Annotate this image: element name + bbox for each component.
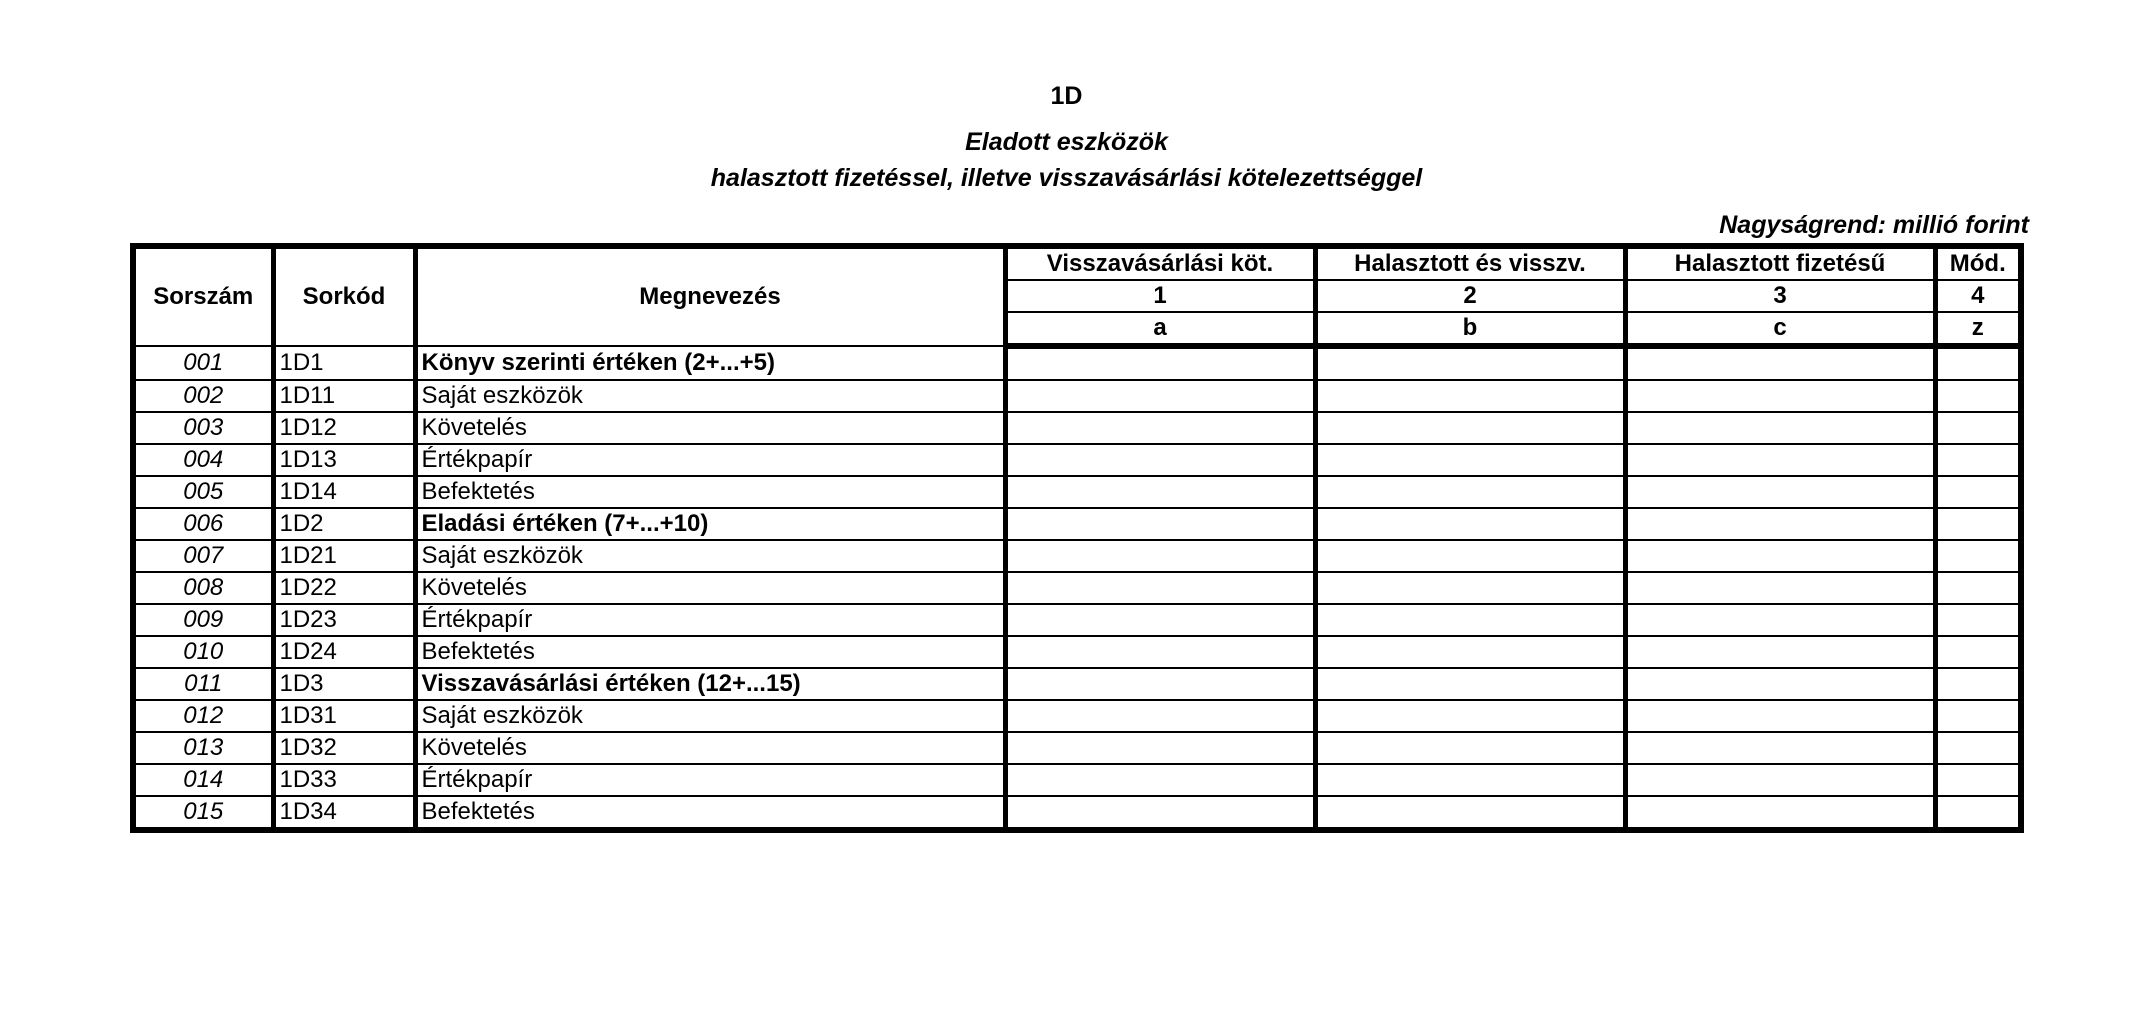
- cell-sorszam: 002: [133, 380, 273, 412]
- cell-col2-input[interactable]: [1315, 764, 1625, 796]
- cell-sorkod: 1D13: [273, 444, 415, 476]
- cell-col1-input[interactable]: [1005, 764, 1315, 796]
- cell-col2-input[interactable]: [1315, 668, 1625, 700]
- cell-col1-input[interactable]: [1005, 668, 1315, 700]
- cell-col2-input[interactable]: [1315, 636, 1625, 668]
- table-row: [133, 732, 2021, 764]
- cell-sorszam: 008: [133, 572, 273, 604]
- cell-col1-input[interactable]: [1005, 476, 1315, 508]
- cell-megnevezes: Értékpapír: [415, 604, 1005, 636]
- cell-sorszam: 013: [133, 732, 273, 764]
- cell-col2-input[interactable]: [1315, 796, 1625, 830]
- header-sorszam: Sorszám: [133, 246, 273, 346]
- cell-sorszam: 004: [133, 444, 273, 476]
- cell-sorszam: 007: [133, 540, 273, 572]
- cell-col3-input[interactable]: [1625, 572, 1935, 604]
- cell-megnevezes: Követelés: [415, 572, 1005, 604]
- cell-col3-input[interactable]: [1625, 346, 1935, 380]
- cell-sorszam: 001: [133, 346, 273, 380]
- cell-megnevezes: Visszavásárlási értéken (12+...15): [415, 668, 1005, 700]
- table-row: [133, 796, 2021, 830]
- cell-col4-input[interactable]: [1935, 732, 2021, 764]
- cell-sorszam: 005: [133, 476, 273, 508]
- cell-sorszam: 011: [133, 668, 273, 700]
- header-megnevezes: Megnevezés: [415, 246, 1005, 346]
- cell-sorszam: 003: [133, 412, 273, 444]
- cell-megnevezes: Saját eszközök: [415, 700, 1005, 732]
- cell-sorkod: 1D3: [273, 668, 415, 700]
- cell-col3-input[interactable]: [1625, 380, 1935, 412]
- cell-sorkod: 1D2: [273, 508, 415, 540]
- cell-col3-input[interactable]: [1625, 764, 1935, 796]
- table-row: [133, 604, 2021, 636]
- cell-col4-input[interactable]: [1935, 540, 2021, 572]
- cell-col2-input[interactable]: [1315, 540, 1625, 572]
- cell-col1-input[interactable]: [1005, 380, 1315, 412]
- cell-col2-input[interactable]: [1315, 700, 1625, 732]
- cell-sorkod: 1D12: [273, 412, 415, 444]
- cell-sorkod: 1D23: [273, 604, 415, 636]
- table-row: [133, 668, 2021, 700]
- cell-col2-input[interactable]: [1315, 508, 1625, 540]
- cell-col4-input[interactable]: [1935, 444, 2021, 476]
- cell-megnevezes: Követelés: [415, 412, 1005, 444]
- cell-col1-input[interactable]: [1005, 700, 1315, 732]
- cell-col1-input[interactable]: [1005, 540, 1315, 572]
- cell-megnevezes: Követelés: [415, 732, 1005, 764]
- header-col2-letter: b: [1315, 312, 1625, 346]
- cell-megnevezes: Könyv szerinti értéken (2+...+5): [415, 346, 1005, 380]
- table-row: [133, 346, 2021, 380]
- header-col1-num: 1: [1005, 280, 1315, 312]
- table-row: [133, 412, 2021, 444]
- cell-col3-input[interactable]: [1625, 444, 1935, 476]
- cell-megnevezes: Befektetés: [415, 636, 1005, 668]
- cell-col3-input[interactable]: [1625, 540, 1935, 572]
- header-col4-num: 4: [1935, 280, 2021, 312]
- table-row: [133, 572, 2021, 604]
- cell-sorkod: 1D21: [273, 540, 415, 572]
- cell-col1-input[interactable]: [1005, 604, 1315, 636]
- cell-col1-input[interactable]: [1005, 572, 1315, 604]
- cell-col3-input[interactable]: [1625, 796, 1935, 830]
- header-sorkod: Sorkód: [273, 246, 415, 346]
- cell-col2-input[interactable]: [1315, 476, 1625, 508]
- table-row: [133, 508, 2021, 540]
- cell-sorkod: 1D34: [273, 796, 415, 830]
- cell-col4-input[interactable]: [1935, 636, 2021, 668]
- cell-sorkod: 1D14: [273, 476, 415, 508]
- cell-megnevezes: Saját eszközök: [415, 380, 1005, 412]
- cell-megnevezes: Saját eszközök: [415, 540, 1005, 572]
- cell-col2-input[interactable]: [1315, 732, 1625, 764]
- header-col1-label: Visszavásárlási köt.: [1005, 246, 1315, 280]
- header-col2-label: Halasztott és visszv.: [1315, 246, 1625, 280]
- cell-sorszam: 009: [133, 604, 273, 636]
- cell-col3-input[interactable]: [1625, 508, 1935, 540]
- cell-megnevezes: Eladási értéken (7+...+10): [415, 508, 1005, 540]
- cell-col4-input[interactable]: [1935, 604, 2021, 636]
- cell-col4-input[interactable]: [1935, 764, 2021, 796]
- table-row: [133, 380, 2021, 412]
- cell-sorkod: 1D32: [273, 732, 415, 764]
- cell-sorkod: 1D24: [273, 636, 415, 668]
- cell-col2-input[interactable]: [1315, 380, 1625, 412]
- header-col1-letter: a: [1005, 312, 1315, 346]
- cell-col4-input[interactable]: [1935, 412, 2021, 444]
- cell-col3-input[interactable]: [1625, 732, 1935, 764]
- cell-col4-input[interactable]: [1935, 796, 2021, 830]
- cell-sorkod: 1D1: [273, 346, 415, 380]
- cell-sorkod: 1D22: [273, 572, 415, 604]
- table-row: [133, 444, 2021, 476]
- cell-col3-input[interactable]: [1625, 412, 1935, 444]
- cell-col1-input[interactable]: [1005, 636, 1315, 668]
- cell-col1-input[interactable]: [1005, 346, 1315, 380]
- form-code: 1D: [1050, 82, 1083, 110]
- cell-col4-input[interactable]: [1935, 700, 2021, 732]
- cell-col2-input[interactable]: [1315, 444, 1625, 476]
- header-col4-label: Mód.: [1935, 246, 2021, 280]
- header-col3-label: Halasztott fizetésű: [1625, 246, 1935, 280]
- title-line-1: Eladott eszközök: [965, 128, 1168, 156]
- table-row: [133, 700, 2021, 732]
- cell-megnevezes: Befektetés: [415, 476, 1005, 508]
- cell-col2-input[interactable]: [1315, 572, 1625, 604]
- cell-sorszam: 015: [133, 796, 273, 830]
- header-col3-letter: c: [1625, 312, 1935, 346]
- cell-col3-input[interactable]: [1625, 668, 1935, 700]
- cell-sorkod: 1D11: [273, 380, 415, 412]
- cell-col1-input[interactable]: [1005, 508, 1315, 540]
- table-row: [133, 476, 2021, 508]
- cell-sorkod: 1D31: [273, 700, 415, 732]
- cell-col1-input[interactable]: [1005, 796, 1315, 830]
- cell-col2-input[interactable]: [1315, 412, 1625, 444]
- cell-megnevezes: Befektetés: [415, 796, 1005, 830]
- header-col2-num: 2: [1315, 280, 1625, 312]
- cell-megnevezes: Értékpapír: [415, 444, 1005, 476]
- table-row: [133, 636, 2021, 668]
- cell-col1-input[interactable]: [1005, 732, 1315, 764]
- cell-megnevezes: Értékpapír: [415, 764, 1005, 796]
- cell-sorszam: 006: [133, 508, 273, 540]
- form-table-wrapper: [130, 243, 2018, 833]
- cell-col1-input[interactable]: [1005, 412, 1315, 444]
- cell-col2-input[interactable]: [1315, 604, 1625, 636]
- table-row: [133, 764, 2021, 796]
- header-col4-letter: z: [1935, 312, 2021, 346]
- form-table: [130, 243, 2024, 833]
- cell-sorkod: 1D33: [273, 764, 415, 796]
- cell-sorszam: 010: [133, 636, 273, 668]
- title-line-2: halasztott fizetéssel, illetve visszavásárlási kötelezettséggel: [710, 164, 1423, 192]
- cell-col3-input[interactable]: [1625, 476, 1935, 508]
- cell-col3-input[interactable]: [1625, 700, 1935, 732]
- cell-col4-input[interactable]: [1935, 668, 2021, 700]
- cell-sorszam: 014: [133, 764, 273, 796]
- cell-col1-input[interactable]: [1005, 444, 1315, 476]
- table-row: [133, 540, 2021, 572]
- cell-sorszam: 012: [133, 700, 273, 732]
- header-col3-num: 3: [1625, 280, 1935, 312]
- cell-col3-input[interactable]: [1625, 604, 1935, 636]
- cell-col4-input[interactable]: [1935, 346, 2021, 380]
- cell-col3-input[interactable]: [1625, 636, 1935, 668]
- cell-col2-input[interactable]: [1315, 346, 1625, 380]
- cell-col4-input[interactable]: [1935, 476, 2021, 508]
- cell-col4-input[interactable]: [1935, 508, 2021, 540]
- header-row-labels: [133, 246, 2021, 280]
- unit-label: Nagyságrend: millió forint: [1719, 211, 2029, 239]
- cell-col4-input[interactable]: [1935, 572, 2021, 604]
- cell-col4-input[interactable]: [1935, 380, 2021, 412]
